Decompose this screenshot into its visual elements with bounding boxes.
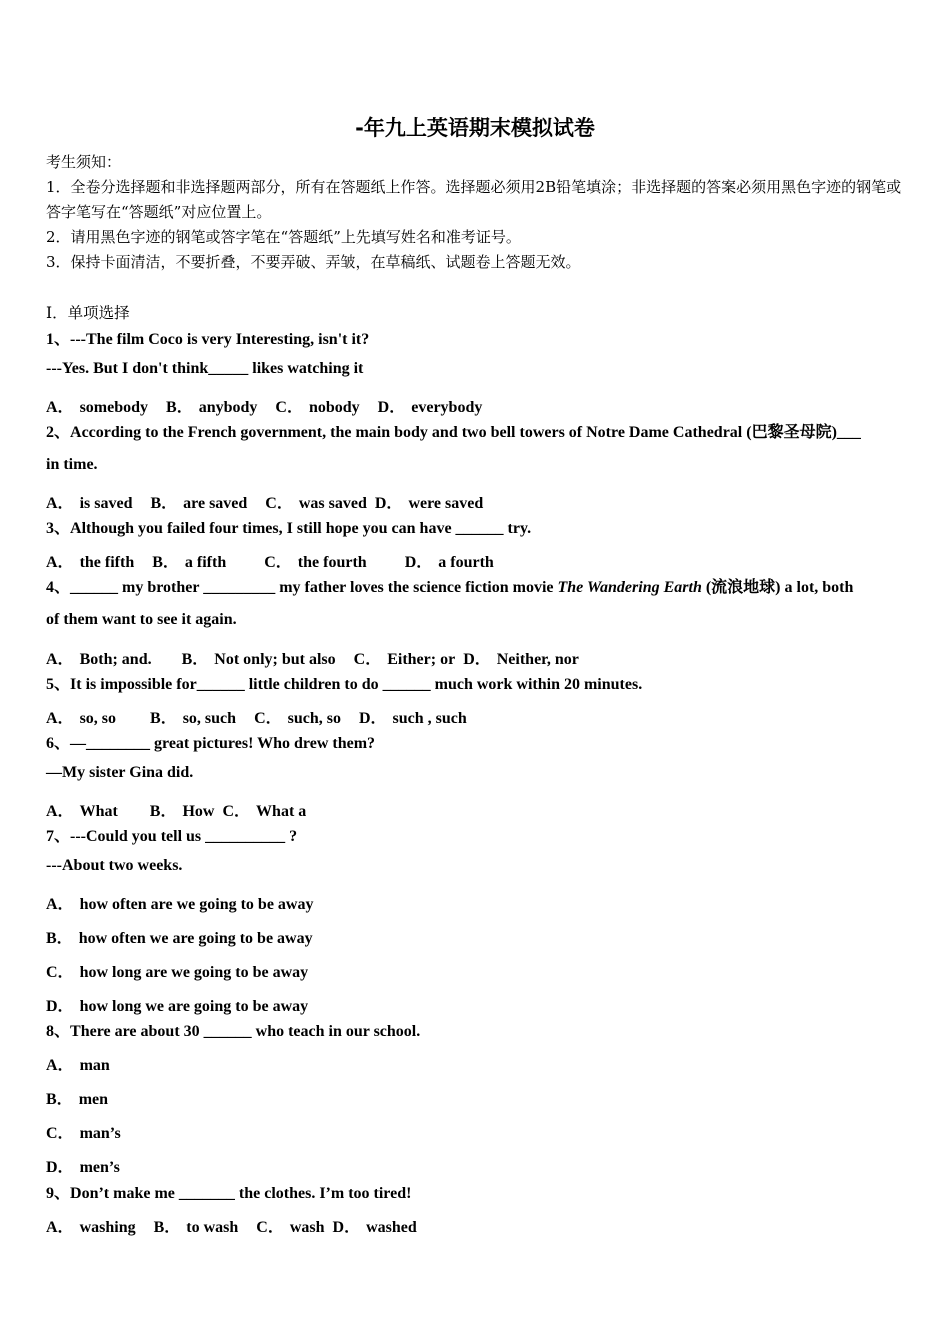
option-c[interactable]: C． Either; or bbox=[353, 651, 456, 668]
notice-item-3: 3．保持卡面清洁，不要折叠，不要弄破、弄皱，在草稿纸、试题卷上答题无效。 bbox=[46, 253, 581, 271]
option-a[interactable]: A． is saved bbox=[46, 495, 133, 512]
option-a[interactable]: A． so, so bbox=[46, 710, 117, 727]
question-text: Although you failed four times, I still hope you can have ______ try. bbox=[70, 520, 532, 537]
notice-item-1: 1．全卷分选择题和非选择题两部分，所有在答题纸上作答。选择题必须用2B铅笔填涂；非选择题的答案必须用黑色字迹的钢笔或答字笔写在“答题纸”对应位置上。 bbox=[46, 178, 902, 221]
question-number: 2、 bbox=[46, 424, 71, 441]
option-b[interactable]: B． men bbox=[46, 1091, 109, 1108]
option-c[interactable]: C． nobody bbox=[275, 399, 360, 416]
option-a[interactable]: A． washing bbox=[46, 1219, 136, 1236]
question-text: It is impossible for______ little children to do ______ much work within 20 minutes. bbox=[70, 676, 643, 693]
notice-block bbox=[46, 150, 906, 275]
question-4-stem: 4、______ my brother _________ my father loves the science fiction movie The Wandering Earth (流浪地球) a lot, both bbox=[46, 579, 854, 596]
question-6-stem bbox=[46, 730, 375, 753]
question-5-stem bbox=[46, 671, 642, 694]
question-number: 1、 bbox=[46, 331, 71, 348]
question-text: Don’t make me _______ the clothes. I’m too tired! bbox=[70, 1185, 412, 1202]
question-1-stem-2: ---Yes. But I don't think_____ likes watching it bbox=[46, 360, 364, 377]
question-1-stem bbox=[46, 326, 369, 349]
page-title: -年九上英语期末模拟试卷 bbox=[355, 116, 595, 140]
notice-heading: 考生须知： bbox=[46, 153, 122, 171]
question-9-stem bbox=[46, 1180, 411, 1203]
question-7-stem-2: ---About two weeks. bbox=[46, 857, 183, 874]
question-6-options bbox=[46, 798, 320, 821]
question-2-options bbox=[46, 490, 497, 513]
option-a[interactable]: A． What bbox=[46, 803, 118, 820]
question-text: ---The film Coco is very Interesting, isn't it? bbox=[70, 331, 370, 348]
question-number: 3、 bbox=[46, 520, 71, 537]
question-6-stem-2: —My sister Gina did. bbox=[46, 764, 194, 781]
option-b[interactable]: B． anybody bbox=[166, 399, 258, 416]
option-a[interactable]: A． somebody bbox=[46, 399, 149, 416]
question-text: According to the French government, the main body and two bell towers of Notre Dame Cathedral (巴黎圣母院)___ bbox=[70, 424, 861, 441]
question-text: ---Could you tell us __________ ? bbox=[70, 828, 298, 845]
option-c[interactable]: C． wash bbox=[256, 1219, 325, 1236]
option-b[interactable]: B． How bbox=[149, 803, 215, 820]
option-b[interactable]: B． so, such bbox=[150, 710, 237, 727]
question-3-options bbox=[46, 549, 508, 572]
question-text: There are about 30 ______ who teach in our school. bbox=[70, 1023, 421, 1040]
notice-item-2: 2．请用黑色字迹的钢笔或答字笔在“答题纸”上先填写姓名和准考证号。 bbox=[46, 228, 521, 246]
question-3-stem bbox=[46, 515, 531, 538]
option-c[interactable]: C． such, so bbox=[254, 710, 341, 727]
option-b[interactable]: B． Not only; but also bbox=[181, 651, 336, 668]
question-2-stem bbox=[46, 419, 861, 442]
option-d[interactable]: D． a fourth bbox=[404, 554, 494, 571]
option-d[interactable]: D． washed bbox=[332, 1219, 417, 1236]
option-b[interactable]: B． are saved bbox=[150, 495, 248, 512]
question-number: 6、 bbox=[46, 735, 71, 752]
option-b[interactable]: B． to wash bbox=[153, 1219, 239, 1236]
option-c[interactable]: C． What a bbox=[222, 803, 307, 820]
question-number: 8、 bbox=[46, 1023, 71, 1040]
question-number: 4、 bbox=[46, 579, 71, 596]
movie-title: The Wandering Earth bbox=[557, 579, 702, 596]
option-d[interactable]: D． men’s bbox=[46, 1159, 120, 1176]
option-d[interactable]: D． Neither, nor bbox=[463, 651, 579, 668]
option-d[interactable]: D． everybody bbox=[377, 399, 483, 416]
option-a[interactable]: A． how often are we going to be away bbox=[46, 896, 314, 913]
option-c[interactable]: C． the fourth bbox=[264, 554, 367, 571]
option-d[interactable]: D． such , such bbox=[358, 710, 467, 727]
option-b[interactable]: B． how often we are going to be away bbox=[46, 930, 313, 947]
option-c[interactable]: C． was saved bbox=[265, 495, 367, 512]
section-heading: Ⅰ．单项选择 bbox=[46, 304, 130, 322]
option-a[interactable]: A． the fifth bbox=[46, 554, 135, 571]
question-5-options bbox=[46, 705, 481, 728]
option-d[interactable]: D． how long we are going to be away bbox=[46, 998, 309, 1015]
option-d[interactable]: D． were saved bbox=[374, 495, 484, 512]
question-2-stem-2: in time. bbox=[46, 456, 98, 473]
option-a[interactable]: A． Both; and. bbox=[46, 651, 152, 668]
question-number: 7、 bbox=[46, 828, 71, 845]
question-9-options bbox=[46, 1214, 431, 1237]
question-4-stem-2: of them want to see it again. bbox=[46, 611, 237, 628]
question-number: 5、 bbox=[46, 676, 71, 693]
option-b[interactable]: B． a fifth bbox=[152, 554, 227, 571]
question-text: —________ great pictures! Who drew them? bbox=[70, 735, 376, 752]
option-a[interactable]: A． man bbox=[46, 1057, 110, 1074]
question-7-stem bbox=[46, 823, 297, 846]
question-4-options bbox=[46, 646, 593, 669]
option-c[interactable]: C． how long are we going to be away bbox=[46, 964, 309, 981]
option-c[interactable]: C． man’s bbox=[46, 1125, 121, 1142]
question-1-options bbox=[46, 394, 496, 417]
question-number: 9、 bbox=[46, 1185, 71, 1202]
question-8-stem bbox=[46, 1018, 420, 1041]
